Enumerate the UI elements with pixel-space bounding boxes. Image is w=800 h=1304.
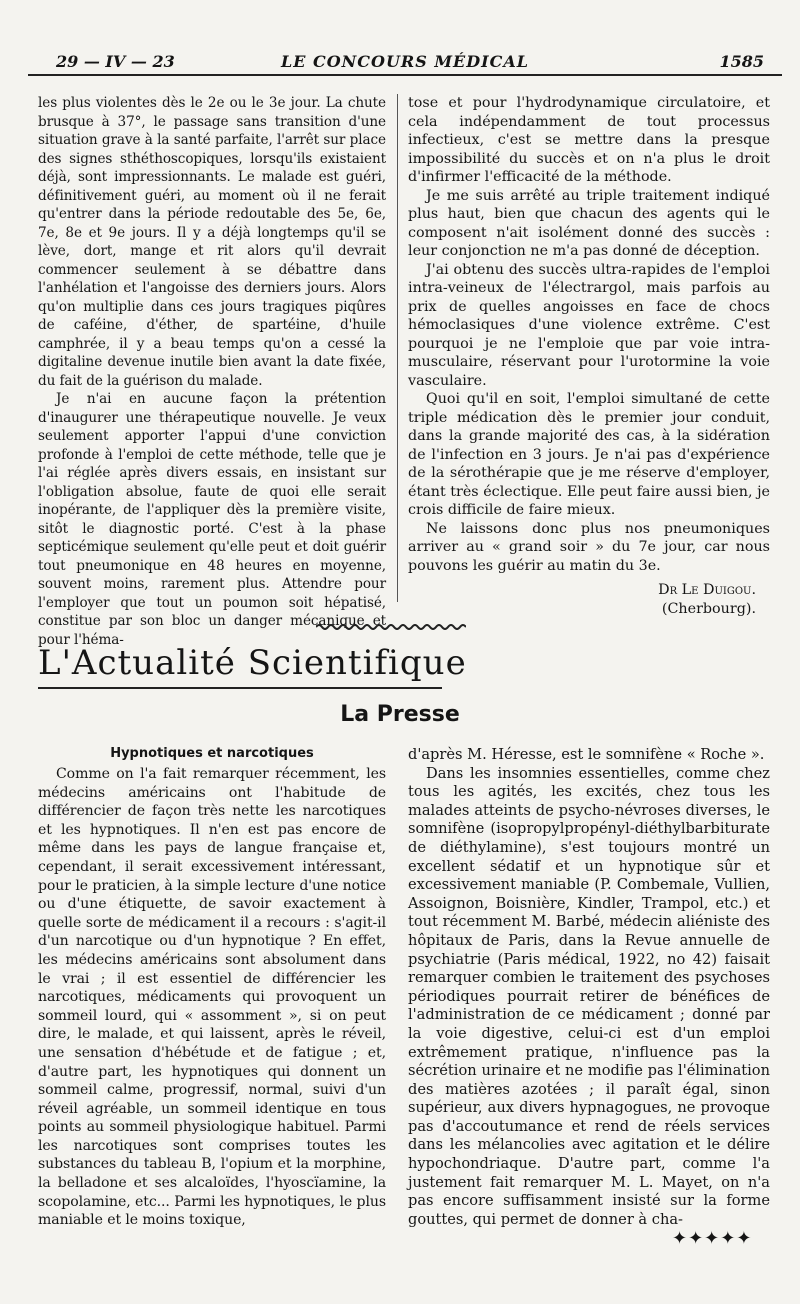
article-subheading: Hypnotiques et narcotiques [110,746,314,761]
rubric-heading [38,643,467,693]
page-number: 1585 [719,52,764,71]
paragraph: Ne laissons donc plus nos pneumoniques arriver au « grand soir » du 7e jour, car nous pouvons les guérir au matin du 3e. [408,520,770,574]
paragraph: d'après M. Héresse, est le somnifène « Roche ». [408,746,765,763]
paragraph: Dans les insomnies essentielles, comme chez tous les agités, les excités, chez tous les malades atteints de psycho-névroses diverses, le somnifène (isopropylpropényl-diéthylbarbiturate de diéthylamine), s'est toujours montré un excellent sédatif et un hypnotique sûr et excessivement maniable (P. Combemale, Vullien, Assoignon, Boisnière, Kindler, Trampol, etc.) et tout récemment M. Barbé, médecin aliéniste des hôpitaux de Paris, dans la Revue annuelle de psychiatrie (Paris médical, 1922, no 42) faisait remarquer combien le traitement des psychoses périodiques pourrait retirer de bénéfices de l'administration de ce médicament ; donné par la voie digestive, celui-ci est d'un emploi extrêmement pratique, n'influence pas la sécrétion urinaire et ne modifie pas l'élimination des matières azotées ; il paraît égal, sinon supérieur, aux divers hypnagogues, ne provoque pas d'accoutumance et rend de réels services dans les mélancolies avec agitation et le délire hypochondriaque. D'autre part, comme l'a justement fait remarquer M. L. Mayet, on n'a pas encore suffisamment insisté sur la forme gouttes, qui permet de donner à cha- [408,764,770,1228]
wavy-separator [316,622,466,632]
author-signature [408,581,770,619]
running-header [28,48,782,76]
paragraph: Je n'ai en aucune façon la prétention d'inaugurer une thérapeutique nouvelle. Je veux seulement apporter l'appui d'une conviction profonde à l'emploi de cette méthode, telle que je l'ai réglée après divers essais, en insistant sur l'obligation absolue, faute de quoi elle serait inopérante, de l'appliquer dès la première visite, sitôt le diagnostic porté. C'est à la phase septicémique seulement qu'elle peut et doit guérir tout pneumonique en 48 heures en moyenne, souvent moins, rarement plus. Attendre pour l'employer que tout un poumon soit hépatisé, constitue par son bloc un danger mécanique et pour l'héma- [38,391,386,648]
top-right-column [408,94,770,619]
header-date: 29 — IV — 23 [56,52,175,71]
paragraph: J'ai obtenu des succès ultra-rapides de l'emploi intra-veineux de l'électrargol, mais parfois au prix de quelles angoisses en face de chocs hémoclasiques d'une violence extrême. C'est pourquoi je ne l'emploie que par voie intra-musculaire, réservant pour l'urotormine la voie vasculaire. [408,261,770,389]
paragraph: Je me suis arrêté au triple traitement indiqué plus haut, bien que chacun des agents qui le composent n'ait isolément donné des succès : leur conjonction ne m'a pas donné de déception. [408,187,770,259]
top-left-column [38,94,386,649]
author-place: (Cherbourg). [661,601,756,617]
section-title: La Presse [340,702,460,727]
end-ornament: ✦✦✦✦✦ [672,1228,753,1249]
bottom-right-column [408,746,770,1229]
author-name: Dr Le Duigou. [658,582,756,598]
top-article [38,94,770,648]
journal-title: LE CONCOURS MÉDICAL [280,52,530,71]
paragraph: tose et pour l'hydrodynamique circulatoire, et cela indépendamment de tout processus infectieux, c'est se mettre dans la presque impossibilité du succès et on n'a plus le droit d'infirmer l'efficacité de la méthode. [408,95,770,185]
bottom-left-column [38,746,386,1230]
column-divider [397,94,398,602]
bottom-article [38,746,770,1246]
paragraph: Quoi qu'il en soit, l'emploi simultané de cette triple médication dès le premier jour conduit, dans la grande majorité des cas, à la sidération de l'infection en 3 jours. Je n'ai pas d'expérience de la sérothérapie que je me réserve d'employer, étant très éclectique. Elle peut faire aussi bien, je crois difficile de faire mieux. [408,391,770,518]
paragraph: Comme on l'a fait remarquer récemment, les médecins américains ont l'habitude de différencier de façon très nette les narcotiques et les hypnotiques. Il n'en est pas encore de même dans les pays de langue française et, cependant, il serait excessivement intéressant, pour le praticien, à la simple lecture d'une notice ou d'une étiquette, de savoir exactement à quelle sorte de médicament il a recours : s'agit-il d'un narcotique ou d'un hypnotique ? En effet, les médecins américains sont absolument dans le vrai ; il est essentiel de différencier les narcotiques, médicaments qui provoquent un sommeil lourd, qui « assomment », si on peut dire, le malade, et qui laissent, après le réveil, une sensation d'hébétude et de fatigue ; et, d'autre part, les hypnotiques qui donnent un sommeil calme, progressif, normal, suivi d'un réveil agréable, un sommeil identique en tous points au sommeil physiologique habituel. Parmi les narcotiques sont comprises toutes les substances du tableau B, l'opium et la morphine, la belladone et ses alcaloïdes, l'hyoscïamine, la scopolamine, etc... Parmi les hypnotiques, le plus maniable et le moins toxique, [38,766,386,1229]
rubric-title: L'Actualité Scientifique [38,643,467,683]
paragraph: les plus violentes dès le 2e ou le 3e jour. La chute brusque à 37°, le passage sans transition d'une situation grave à la santé parfaite, l'arrêt sur place des signes sthéthoscopiques, lorsqu'ils existaient déjà, sont impressionnants. Le malade est guéri, définitivement guéri, au moment où il ne ferait qu'entrer dans la période redoutable des 5e, 6e, 7e, 8e et 9e jours. Il y a déjà longtemps qu'il se lève, dort, mange et rit alors qu'il devrait commencer seulement à se débattre dans l'anhélation et l'angoisse des derniers jours. Alors qu'on multiplie dans ces jours tragiques piqûres de caféine, d'éther, de spartéine, d'huile camphrée, il y a beau temps qu'on a cessé la digitaline devenue inutile bien avant la date fixée, du fait de la guérison du malade. [38,95,386,389]
rubric-underline [38,687,442,689]
